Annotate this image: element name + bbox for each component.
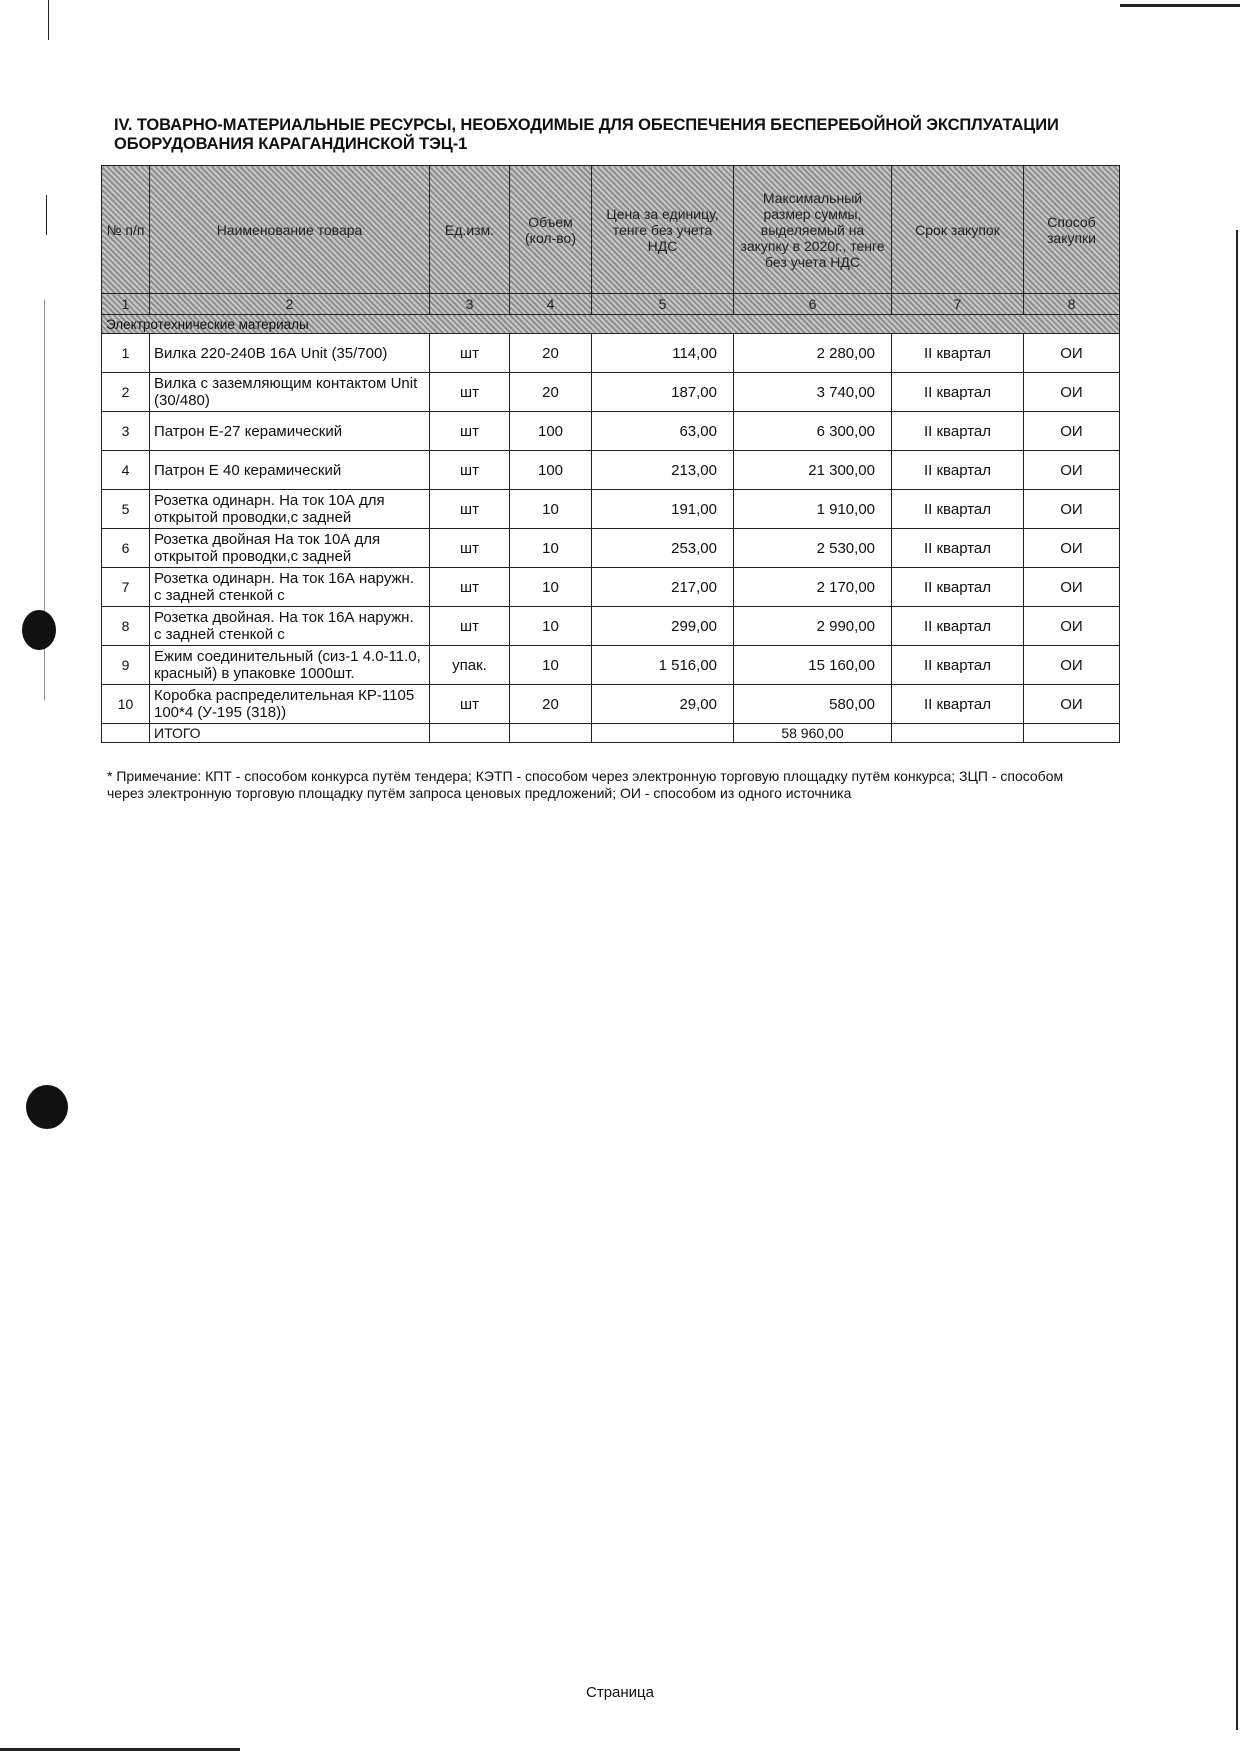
table-row: [102, 373, 1120, 412]
row-method: ОИ: [1024, 685, 1120, 724]
row-method: ОИ: [1024, 490, 1120, 529]
row-qty: 10: [510, 568, 592, 607]
col-header-qty: Объем (кол-во): [510, 166, 592, 294]
row-sum: 21 300,00: [734, 451, 892, 490]
scan-mark-left-1: [48, 0, 49, 40]
table-row: [102, 685, 1120, 724]
row-no: 7: [102, 568, 150, 607]
row-sum: 15 160,00: [734, 646, 892, 685]
row-qty: 20: [510, 373, 592, 412]
col-num-1: 1: [102, 294, 150, 315]
row-method: ОИ: [1024, 373, 1120, 412]
row-unit: шт: [430, 607, 510, 646]
column-number-row: [102, 294, 1120, 315]
scan-mark-left-2: [46, 195, 47, 235]
row-qty: 20: [510, 334, 592, 373]
col-header-max-sum: Максимальный размер суммы, выделяемый на закупку в 2020г., тенге без учета НДС: [734, 166, 892, 294]
row-name: Патрон Е 40 керамический: [150, 451, 430, 490]
row-no: 9: [102, 646, 150, 685]
row-method: ОИ: [1024, 412, 1120, 451]
row-name: Розетка одинарн. На ток 16А наружн. с задней стенкой с: [150, 568, 430, 607]
row-no: 8: [102, 607, 150, 646]
row-sum: 2 530,00: [734, 529, 892, 568]
row-method: ОИ: [1024, 607, 1120, 646]
row-term: II квартал: [892, 451, 1024, 490]
total-empty-8: [1024, 724, 1120, 743]
col-header-unit: Ед.изм.: [430, 166, 510, 294]
row-no: 1: [102, 334, 150, 373]
row-qty: 10: [510, 607, 592, 646]
total-empty-3: [430, 724, 510, 743]
total-label: ИТОГО: [150, 724, 430, 743]
section-row: [102, 315, 1120, 334]
row-price: 213,00: [592, 451, 734, 490]
row-unit: шт: [430, 334, 510, 373]
total-empty-1: [102, 724, 150, 743]
table-row: [102, 334, 1120, 373]
row-sum: 580,00: [734, 685, 892, 724]
row-sum: 1 910,00: [734, 490, 892, 529]
col-header-no: № п/п: [102, 166, 150, 294]
page-heading: [114, 116, 1114, 154]
scan-edge-top-right: [1120, 4, 1240, 7]
table-row: [102, 529, 1120, 568]
row-term: II квартал: [892, 568, 1024, 607]
row-no: 4: [102, 451, 150, 490]
row-term: II квартал: [892, 412, 1024, 451]
total-row: [102, 724, 1120, 743]
row-term: II квартал: [892, 490, 1024, 529]
row-name: Розетка двойная. На ток 16А наружн. с задней стенкой с: [150, 607, 430, 646]
row-qty: 10: [510, 646, 592, 685]
table-row: [102, 412, 1120, 451]
row-price: 29,00: [592, 685, 734, 724]
col-num-2: 2: [150, 294, 430, 315]
row-name: Розетка двойная На ток 10А для открытой проводки,с задней: [150, 529, 430, 568]
page-footer: Страница: [586, 1684, 654, 1701]
row-method: ОИ: [1024, 568, 1120, 607]
scan-edge-bottom: [0, 1748, 240, 1751]
row-no: 5: [102, 490, 150, 529]
total-empty-5: [592, 724, 734, 743]
table-row: [102, 490, 1120, 529]
table-row: [102, 646, 1120, 685]
row-term: II квартал: [892, 334, 1024, 373]
total-empty-4: [510, 724, 592, 743]
row-method: ОИ: [1024, 334, 1120, 373]
row-name: Ежим соединительный (сиз-1 4.0-11.0, красный) в упаковке 1000шт.: [150, 646, 430, 685]
row-term: II квартал: [892, 685, 1024, 724]
table-row: [102, 451, 1120, 490]
row-no: 2: [102, 373, 150, 412]
row-price: 299,00: [592, 607, 734, 646]
heading-line-2: ОБОРУДОВАНИЯ КАРАГАНДИНСКОЙ ТЭЦ-1: [114, 135, 468, 153]
total-empty-7: [892, 724, 1024, 743]
row-unit: шт: [430, 373, 510, 412]
row-name: Патрон Е-27 керамический: [150, 412, 430, 451]
col-header-term: Срок закупок: [892, 166, 1024, 294]
col-num-5: 5: [592, 294, 734, 315]
col-num-7: 7: [892, 294, 1024, 315]
row-method: ОИ: [1024, 451, 1120, 490]
row-unit: шт: [430, 685, 510, 724]
row-qty: 10: [510, 490, 592, 529]
row-unit: шт: [430, 412, 510, 451]
scan-edge-right: [1236, 230, 1238, 1730]
row-term: II квартал: [892, 607, 1024, 646]
section-title: Электротехнические материалы: [102, 315, 1120, 334]
row-no: 10: [102, 685, 150, 724]
punch-hole-bottom: [26, 1085, 68, 1129]
row-price: 63,00: [592, 412, 734, 451]
row-name: Розетка одинарн. На ток 10А для открытой проводки,с задней: [150, 490, 430, 529]
row-term: II квартал: [892, 529, 1024, 568]
row-qty: 10: [510, 529, 592, 568]
row-qty: 20: [510, 685, 592, 724]
row-method: ОИ: [1024, 646, 1120, 685]
col-header-method: Способ закупки: [1024, 166, 1120, 294]
table-row: [102, 568, 1120, 607]
row-qty: 100: [510, 412, 592, 451]
header-row: [102, 166, 1120, 294]
row-unit: шт: [430, 451, 510, 490]
row-price: 253,00: [592, 529, 734, 568]
col-header-name: Наименование товара: [150, 166, 430, 294]
row-sum: 2 280,00: [734, 334, 892, 373]
row-qty: 100: [510, 451, 592, 490]
col-num-8: 8: [1024, 294, 1120, 315]
row-no: 3: [102, 412, 150, 451]
row-sum: 2 990,00: [734, 607, 892, 646]
table-row: [102, 607, 1120, 646]
row-price: 1 516,00: [592, 646, 734, 685]
row-price: 114,00: [592, 334, 734, 373]
row-name: Вилка с заземляющим контактом Unit (30/480): [150, 373, 430, 412]
row-term: II квартал: [892, 646, 1024, 685]
row-sum: 2 170,00: [734, 568, 892, 607]
col-header-price: Цена за единицу, тенге без учета НДС: [592, 166, 734, 294]
col-num-3: 3: [430, 294, 510, 315]
heading-line-1: IV. ТОВАРНО-МАТЕРИАЛЬНЫЕ РЕСУРСЫ, НЕОБХОДИМЫЕ ДЛЯ ОБЕСПЕЧЕНИЯ БЕСПЕРЕБОЙНОЙ ЭКСПЛУАТАЦИИ: [114, 116, 1059, 134]
row-unit: шт: [430, 568, 510, 607]
row-name: Коробка распределительная КР-1105 100*4 (У-195 (318)): [150, 685, 430, 724]
total-value: 58 960,00: [734, 724, 892, 743]
row-method: ОИ: [1024, 529, 1120, 568]
row-sum: 6 300,00: [734, 412, 892, 451]
materials-table: [101, 165, 1120, 743]
col-num-6: 6: [734, 294, 892, 315]
row-name: Вилка 220-240В 16А Unit (35/700): [150, 334, 430, 373]
punch-hole-top: [22, 610, 56, 650]
col-num-4: 4: [510, 294, 592, 315]
row-price: 187,00: [592, 373, 734, 412]
row-price: 191,00: [592, 490, 734, 529]
row-sum: 3 740,00: [734, 373, 892, 412]
row-unit: шт: [430, 490, 510, 529]
row-no: 6: [102, 529, 150, 568]
footnote: * Примечание: КПТ - способом конкурса путём тендера; КЭТП - способом через электронную торговую площадку путём конкурса; ЗЦП - способом через электронную торговую площадку путём запроса ценовых предложений; ОИ - способом из одного источника: [107, 768, 1064, 801]
row-unit: шт: [430, 529, 510, 568]
row-unit: упак.: [430, 646, 510, 685]
row-term: II квартал: [892, 373, 1024, 412]
row-price: 217,00: [592, 568, 734, 607]
